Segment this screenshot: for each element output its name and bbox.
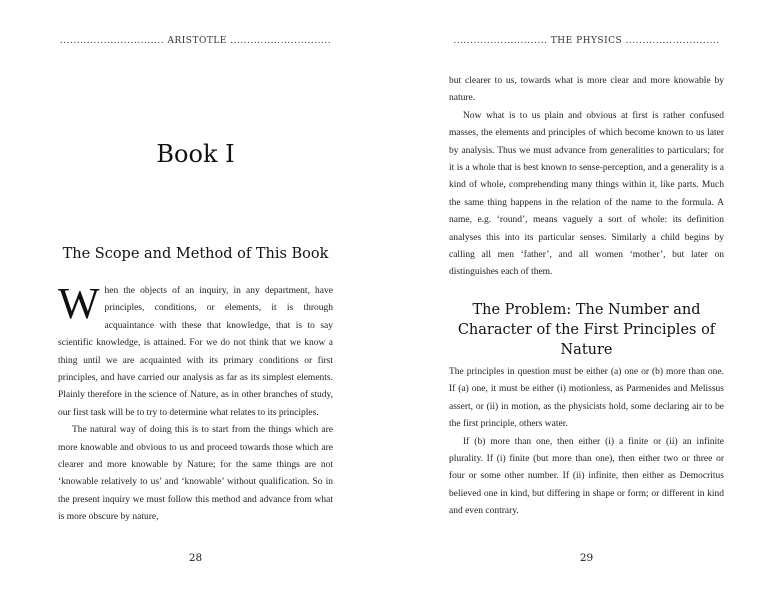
book-title: Book I: [156, 140, 235, 168]
right-body-text-bottom: [449, 364, 724, 521]
paragraph-plurality: If (b) more than one, then either (i) a finite or (ii) an infinite plurality. If (i) finite (but more than one), then either two or three or four or some other number. If (ii) infinite, then either as Democritus believed one in kind, but differing in shape or form; or different in kind and even contrary.: [449, 436, 724, 517]
chapter-title: The Scope and Method of This Book: [62, 246, 329, 262]
paragraph-1-text: hen the objects of an inquiry, in any department, have principles, conditions, or elements, it is through acquaintance with these that knowledge, that is to say scientific knowledge, is attained. For we do not think that we know a thing until we are acquainted with its primary conditions or first principles, and have carried our analysis as far as its simplest elements. Plainly therefore in the science of Nature, as in other branches of study, our first task will be to try to determine what relates to its principles.: [58, 286, 333, 418]
page-number-left: 28: [188, 552, 203, 564]
paragraph-principles: The principles in question must be either (a) one or (b) more than one. If (a) one, it must be either (i) motionless, as Parmenides and Melissus assert, or (ii) in motion, as the physicists hold, some declaring air to be the first principle, others water.: [449, 367, 724, 430]
left-page: [0, 0, 390, 600]
left-body-text: [58, 279, 333, 527]
page-number-right: 29: [579, 552, 594, 564]
paragraph-2: The natural way of doing this is to start from the things which are more knowable and obvious to us and proceed towards those which are clearer and more knowable by Nature; for the same things are not ‘knowable relatively to us’ and ‘knowable’ without qualification. So in the present inquiry we must follow this method and advance from what is more obscure by nature,: [58, 425, 333, 523]
paragraph-continued: but clearer to us, towards what is more clear and more knowable by nature.: [449, 76, 724, 104]
paragraph-analysis: Now what is to us plain and obvious at first is rather confused masses, the elements and principles of which become known to us later by analysis. Thus we must advance from generalities to particulars; for it is a whole that is best known to sense-perception, and a generality is a kind of whole, comprehending many things within it, like parts. Much the same thing happens in the relation of the name to the formula. A name, e.g. ‘round’, means vaguely a sort of whole: its definition analyses this into its particular senses. Similarly a child begins by calling all men ‘father’, and all women ‘mother’, but later on distinguishes each of them.: [449, 110, 724, 278]
section-title: The Problem: The Number and Character of the First Principles of Nature: [457, 302, 716, 358]
drop-cap: W: [58, 279, 100, 328]
running-head-left: ............................... ARISTOTLE ..............................: [59, 36, 332, 46]
paragraph-1: [58, 279, 333, 422]
right-body-text-top: [449, 73, 724, 282]
right-page: [391, 0, 781, 600]
running-head-right: ............................ THE PHYSICS ............................: [453, 36, 720, 46]
